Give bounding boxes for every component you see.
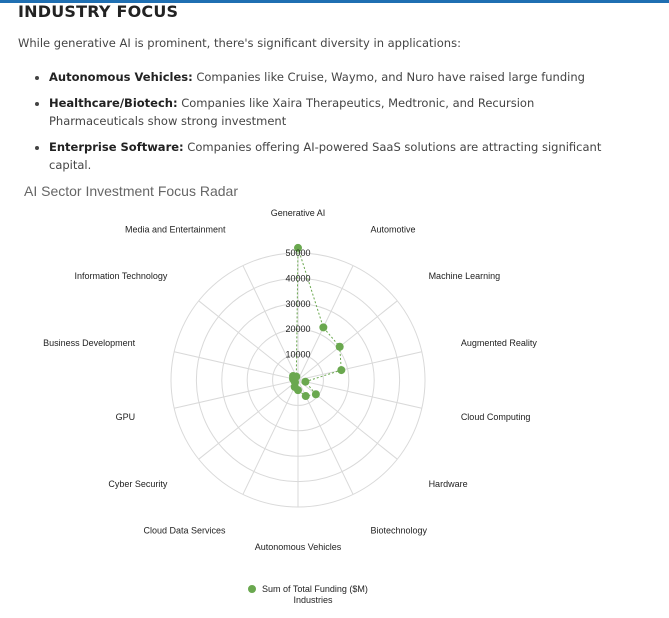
category-label: Augmented Reality [460, 337, 537, 348]
radial-tick-label: 20000 [285, 324, 311, 335]
radial-tick-label: 50000 [285, 248, 311, 258]
grid-spoke [174, 380, 298, 408]
legend-subtitle: Industries [293, 595, 333, 605]
grid-spoke [174, 352, 298, 380]
category-label: Cloud Computing [460, 412, 531, 423]
bullet-label: Healthcare/Biotech: [49, 96, 178, 110]
grid-spoke [243, 380, 298, 494]
category-label: Business Development [43, 337, 136, 348]
category-label: Biotechnology [370, 525, 428, 536]
category-label: Media and Entertainment [124, 224, 226, 235]
chart-title: AI Sector Investment Focus Radar [24, 183, 238, 199]
data-point[interactable] [292, 373, 300, 381]
bullet-text: Companies offering AI-powered SaaS solutions are attracting significant capital. [49, 140, 602, 172]
data-point[interactable] [301, 378, 309, 386]
category-label: Hardware [428, 479, 468, 490]
category-label: Cloud Data Services [143, 525, 226, 536]
bullet-text: Companies like Cruise, Waymo, and Nuro have raised large funding [192, 70, 585, 84]
category-label: Machine Learning [428, 270, 501, 281]
bullet-text: Companies like Xaira Therapeutics, Medtronic, and Recursion Pharmaceuticals show strong investment [49, 96, 535, 128]
series-line [293, 248, 341, 396]
bullet-label: Autonomous Vehicles: [49, 70, 193, 84]
radial-tick-label: 30000 [285, 298, 311, 309]
chart-legend [248, 584, 368, 605]
category-label: Cyber Security [108, 479, 168, 490]
data-point[interactable] [312, 390, 320, 398]
category-label: GPU [115, 412, 136, 423]
data-point[interactable] [336, 343, 344, 351]
category-label: Autonomous Vehicles [254, 542, 342, 552]
category-label: Automotive [370, 224, 416, 235]
category-label: Information Technology [74, 270, 168, 281]
grid-spoke [298, 352, 422, 380]
data-point[interactable] [319, 323, 327, 331]
data-point[interactable] [302, 392, 310, 400]
bullet-label: Enterprise Software: [49, 140, 184, 154]
section-heading: INDUSTRY FOCUS [18, 2, 179, 21]
intro-text: While generative AI is prominent, there's significant diversity in applications: [18, 36, 461, 50]
radial-tick-label: 10000 [285, 349, 311, 360]
data-point[interactable] [337, 366, 345, 374]
radar-series [289, 244, 345, 400]
category-label: Generative AI [270, 208, 326, 218]
legend-label[interactable]: Sum of Total Funding ($M) [262, 584, 368, 594]
radial-tick-label: 40000 [285, 273, 311, 284]
legend-swatch [248, 585, 256, 593]
